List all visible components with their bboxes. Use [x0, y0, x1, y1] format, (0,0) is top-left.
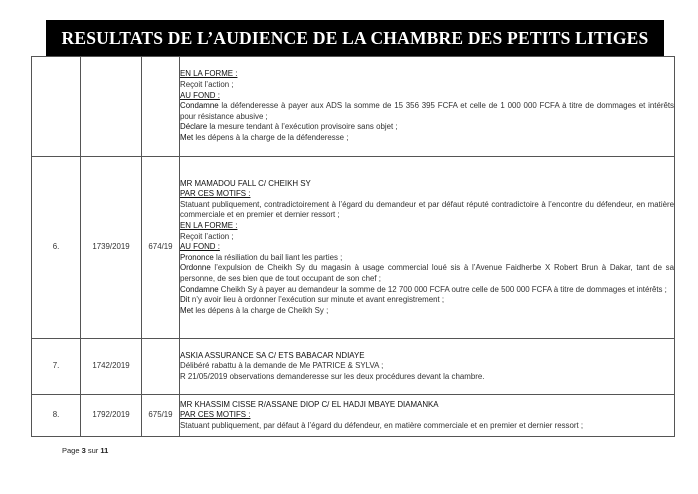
clause-keyword: Condamne: [180, 101, 219, 111]
cell-rg-number: 1792/2019: [81, 395, 142, 437]
section-heading: EN LA FORME :: [180, 69, 238, 79]
decision-clause: [180, 253, 674, 264]
cell-number: [32, 57, 81, 157]
cell-decision: [180, 157, 675, 339]
cell-number: 8.: [32, 395, 81, 437]
cell-judgment-number: [142, 339, 180, 395]
cell-number: 6.: [32, 157, 81, 339]
cell-judgment-number: 674/19: [142, 157, 180, 339]
footer-separator: sur: [85, 446, 101, 455]
table-row: [32, 339, 675, 395]
decision-text: Reçoit l’action ;: [180, 231, 234, 241]
section-heading: EN LA FORME :: [180, 221, 238, 231]
clause-text: la résiliation du bail liant les parties ;: [213, 252, 343, 262]
decision-clause: [180, 263, 674, 284]
section-heading: AU FOND :: [180, 242, 220, 252]
decision-text: Reçoit l’action ;: [180, 80, 234, 90]
decision-clause: [180, 285, 674, 296]
decision-clause: [180, 306, 674, 317]
cell-judgment-number: 675/19: [142, 395, 180, 437]
section-heading: AU FOND :: [180, 90, 220, 100]
clause-text: les dépens à la charge de la défenderesse ;: [193, 132, 349, 142]
decision-text: R 21/05/2019 observations demanderesse sur les deux procédures devant la chambre.: [180, 371, 485, 381]
cell-decision: [180, 339, 675, 395]
clause-keyword: Condamne: [180, 284, 219, 294]
table-row: [32, 57, 675, 157]
decision-clause: [180, 101, 674, 122]
page-title: RESULTATS DE L’AUDIENCE DE LA CHAMBRE DES PETITS LITIGES: [61, 27, 649, 48]
decision-text: Délibéré rabattu à la demande de Me PATRICE & SYLVA ;: [180, 361, 384, 371]
clause-keyword: Prononce: [180, 252, 214, 262]
clause-text: la mesure tendant à l’exécution provisoire sans objet ;: [207, 122, 398, 132]
table-row: [32, 395, 675, 437]
clause-keyword: Met: [180, 305, 194, 315]
page-title-banner: [46, 20, 664, 56]
cell-decision: [180, 395, 675, 437]
clause-text: Cheikh Sy à payer au demandeur la somme de 12 700 000 FCFA outre celle de 500 000 FCFA à titre de dommages et intérêts ;: [218, 284, 667, 294]
page-footer: [62, 446, 108, 455]
decision-text: Statuant publiquement, par défaut à l’égard du défendeur, en matière commerciale et en premier et dernier ressort ;: [180, 420, 584, 430]
case-parties: MR MAMADOU FALL C/ CHEIKH SY: [180, 178, 311, 188]
decision-clause: [180, 133, 674, 144]
footer-prefix: Page: [62, 446, 82, 455]
clause-keyword: Met: [180, 132, 194, 142]
decision-clause: [180, 122, 674, 133]
cell-rg-number: 1742/2019: [81, 339, 142, 395]
clause-text: la défenderesse à payer aux ADS la somme de 15 356 395 FCFA et celle de 1 000 000 FCFA à titre de dommages et intérêts pour résistance abusive ;: [180, 101, 674, 121]
clause-text: les dépens à la charge de Cheikh Sy ;: [193, 305, 329, 315]
section-heading: PAR CES MOTIFS :: [180, 410, 251, 420]
decision-text: Statuant publiquement, contradictoirement à l’égard du demandeur et par défaut réputé contradictoire à l’encontre du défendeur, en matière commerciale et en premier et dernier ressort ;: [180, 199, 674, 220]
case-parties: MR KHASSIM CISSE R/ASSANE DIOP C/ EL HADJI MBAYE DIAMANKA: [180, 399, 439, 409]
cell-number: 7.: [32, 339, 81, 395]
cell-rg-number: [81, 57, 142, 157]
clause-keyword: Déclare: [180, 122, 208, 132]
clause-text: l’expulsion de Cheikh Sy du magasin à usage commercial loué sis à l’Avenue Faidherbe X Robert Brun à Dakar, tant de sa personne, de ses bien que de tout occupant de son chef ;: [180, 263, 674, 283]
cell-decision: [180, 57, 675, 157]
case-parties: ASKIA ASSURANCE SA C/ ETS BABACAR NDIAYE: [180, 350, 365, 360]
decision-clause: [180, 295, 674, 306]
footer-page-number: 3: [81, 446, 86, 455]
clause-text: n’y avoir lieu à ordonner l’exécution sur minute et avant enregistrement ;: [189, 295, 445, 305]
section-heading: PAR CES MOTIFS :: [180, 189, 251, 199]
results-table: [31, 56, 675, 437]
table-row: [32, 157, 675, 339]
clause-keyword: Dit: [180, 295, 190, 305]
cell-judgment-number: [142, 57, 180, 157]
footer-page-total: 11: [100, 446, 109, 455]
clause-keyword: Ordonne: [180, 263, 211, 273]
cell-rg-number: 1739/2019: [81, 157, 142, 339]
